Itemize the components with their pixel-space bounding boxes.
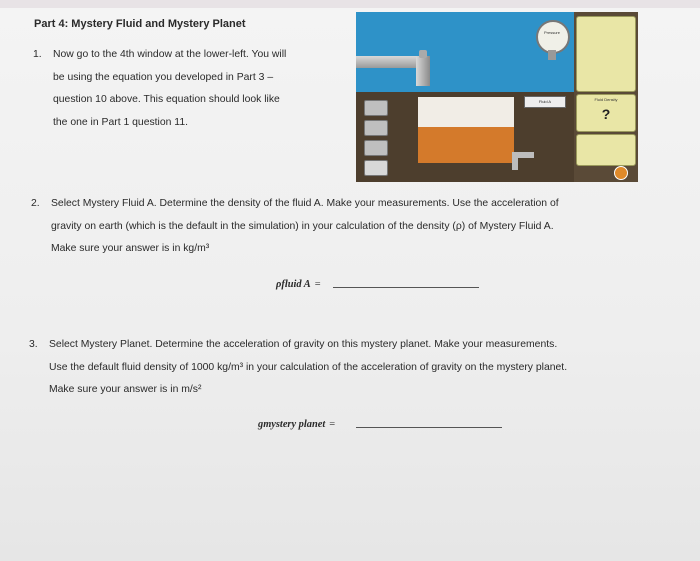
scene-button-2[interactable]: [364, 120, 388, 136]
gravity-slider-panel[interactable]: [576, 134, 636, 166]
question-line: gravity on earth (which is the default in the simulation) in your calculation of the density (ρ) of Mystery Fluid A.: [51, 220, 554, 232]
question-1: [33, 44, 333, 134]
scene-button-1[interactable]: [364, 100, 388, 116]
scene-button-3[interactable]: [364, 140, 388, 156]
question-line: Make sure your answer is in kg/m³: [51, 243, 210, 254]
drain-valve[interactable]: [512, 152, 518, 170]
question-line: Select Mystery Fluid A. Determine the density of the fluid A. Make your measurements. Use the acceleration of: [51, 198, 559, 209]
simulation-screenshot: [356, 12, 638, 182]
fluid-density-panel: [576, 94, 636, 132]
density-formula: [276, 279, 321, 290]
gravity-symbol: gmystery planet: [258, 419, 326, 430]
question-line: the one in Part 1 question 11.: [53, 116, 188, 128]
question-number: 1.: [33, 49, 42, 60]
question-2: [31, 193, 641, 261]
question-3: [29, 334, 659, 402]
pressure-gauge-label: Pressure: [543, 30, 560, 35]
pool-empty-region: [418, 97, 514, 127]
density-answer-blank[interactable]: [333, 287, 479, 288]
question-number: 2.: [31, 198, 40, 209]
reset-icon[interactable]: [614, 166, 628, 180]
gravity-formula: [258, 419, 335, 430]
equals-sign: =: [329, 419, 336, 430]
fluid-density-title: Fluid Density: [594, 97, 618, 102]
density-symbol: ρfluid A: [276, 279, 311, 290]
part-title: Part 4: Mystery Fluid and Mystery Planet: [34, 18, 246, 30]
question-line: Now go to the 4th window at the lower-left. You will: [53, 49, 287, 60]
page-top-edge: [0, 0, 700, 8]
equals-sign: =: [314, 279, 321, 290]
pressure-gauge[interactable]: [536, 20, 570, 54]
fluid-dropdown[interactable]: Fluid A: [524, 96, 566, 108]
question-number: 3.: [29, 339, 38, 350]
question-line: Make sure your answer is in m/s²: [49, 384, 202, 395]
faucet-knob[interactable]: [419, 50, 427, 58]
question-line: Use the default fluid density of 1000 kg/m³ in your calculation of the acceleration of gravity on the mystery planet.: [49, 361, 568, 373]
gauge-stem: [548, 50, 556, 60]
inflow-pipe: [356, 56, 422, 68]
pool-fluid: [418, 127, 514, 163]
faucet: [416, 56, 430, 86]
gravity-answer-blank[interactable]: [356, 427, 502, 428]
question-line: Select Mystery Planet. Determine the acceleration of gravity on this mystery planet. Make your measurements.: [49, 339, 558, 350]
options-panel[interactable]: [576, 16, 636, 92]
question-line: be using the equation you developed in Part 3 –: [53, 71, 274, 83]
scene-button-4[interactable]: [364, 160, 388, 176]
question-line: question 10 above. This equation should look like: [53, 94, 280, 105]
fluid-density-value: ?: [601, 106, 611, 122]
